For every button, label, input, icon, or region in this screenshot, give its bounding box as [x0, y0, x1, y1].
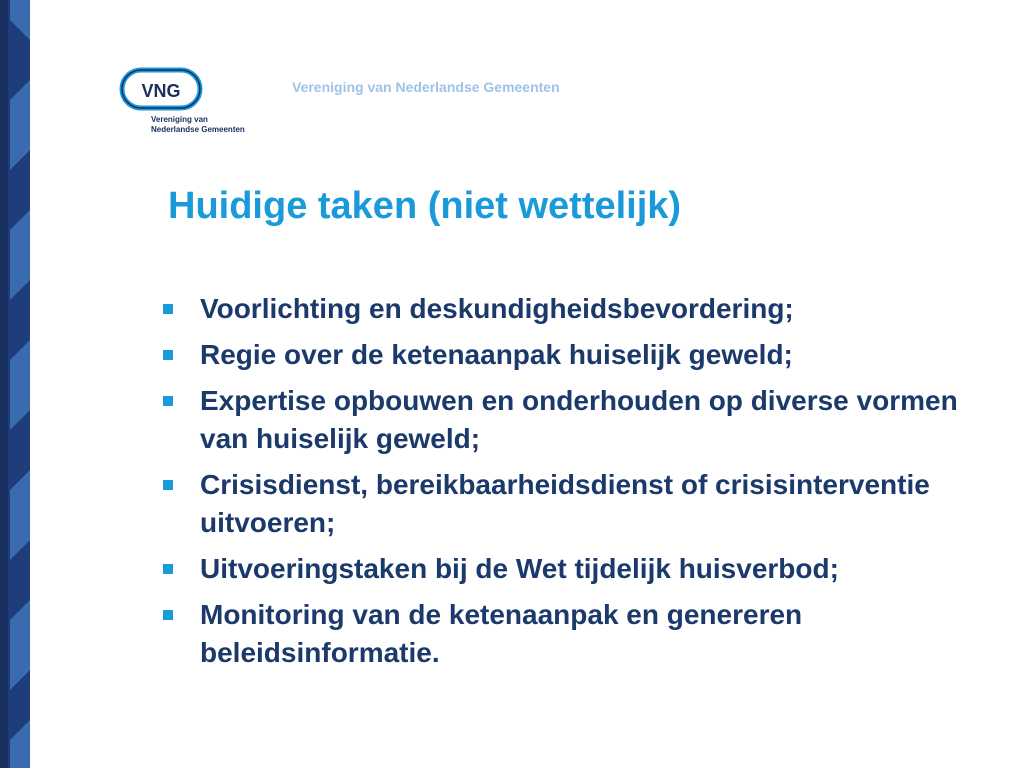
- square-bullet-icon: [163, 610, 173, 620]
- slide-title: Huidige taken (niet wettelijk): [168, 185, 682, 227]
- list-item: [160, 382, 960, 458]
- list-item: [160, 550, 960, 588]
- list-item: [160, 336, 960, 374]
- list-item-text: Regie over de ketenaanpak huiselijk geweld;: [200, 339, 793, 370]
- square-bullet-icon: [163, 396, 173, 406]
- square-bullet-icon: [163, 480, 173, 490]
- square-bullet-icon: [163, 304, 173, 314]
- square-bullet-icon: [163, 564, 173, 574]
- organization-header: Vereniging van Nederlandse Gemeenten: [292, 79, 560, 95]
- square-bullet-icon: [163, 350, 173, 360]
- list-item: [160, 466, 960, 542]
- logo-mark-text: VNG: [141, 81, 181, 101]
- list-item-text: Crisisdienst, bereikbaarheidsdienst of crisisinterventie uitvoeren;: [200, 469, 930, 538]
- list-item: [160, 290, 960, 328]
- logo-subtitle-line1: Vereniging van: [151, 115, 208, 124]
- list-item-text: Expertise opbouwen en onderhouden op diverse vormen van huiselijk geweld;: [200, 385, 958, 454]
- list-item-text: Monitoring van de ketenaanpak en genereren beleidsinformatie.: [200, 599, 803, 668]
- list-item: [160, 596, 960, 672]
- side-decoration-strip: [0, 0, 30, 768]
- logo-subtitle-line2: Nederlandse Gemeenten: [151, 125, 245, 134]
- logo-subtitle: [151, 115, 245, 135]
- list-item-text: Voorlichting en deskundigheidsbevordering;: [200, 293, 794, 324]
- list-item-text: Uitvoeringstaken bij de Wet tijdelijk huisverbod;: [200, 553, 839, 584]
- bullet-list: [160, 290, 960, 680]
